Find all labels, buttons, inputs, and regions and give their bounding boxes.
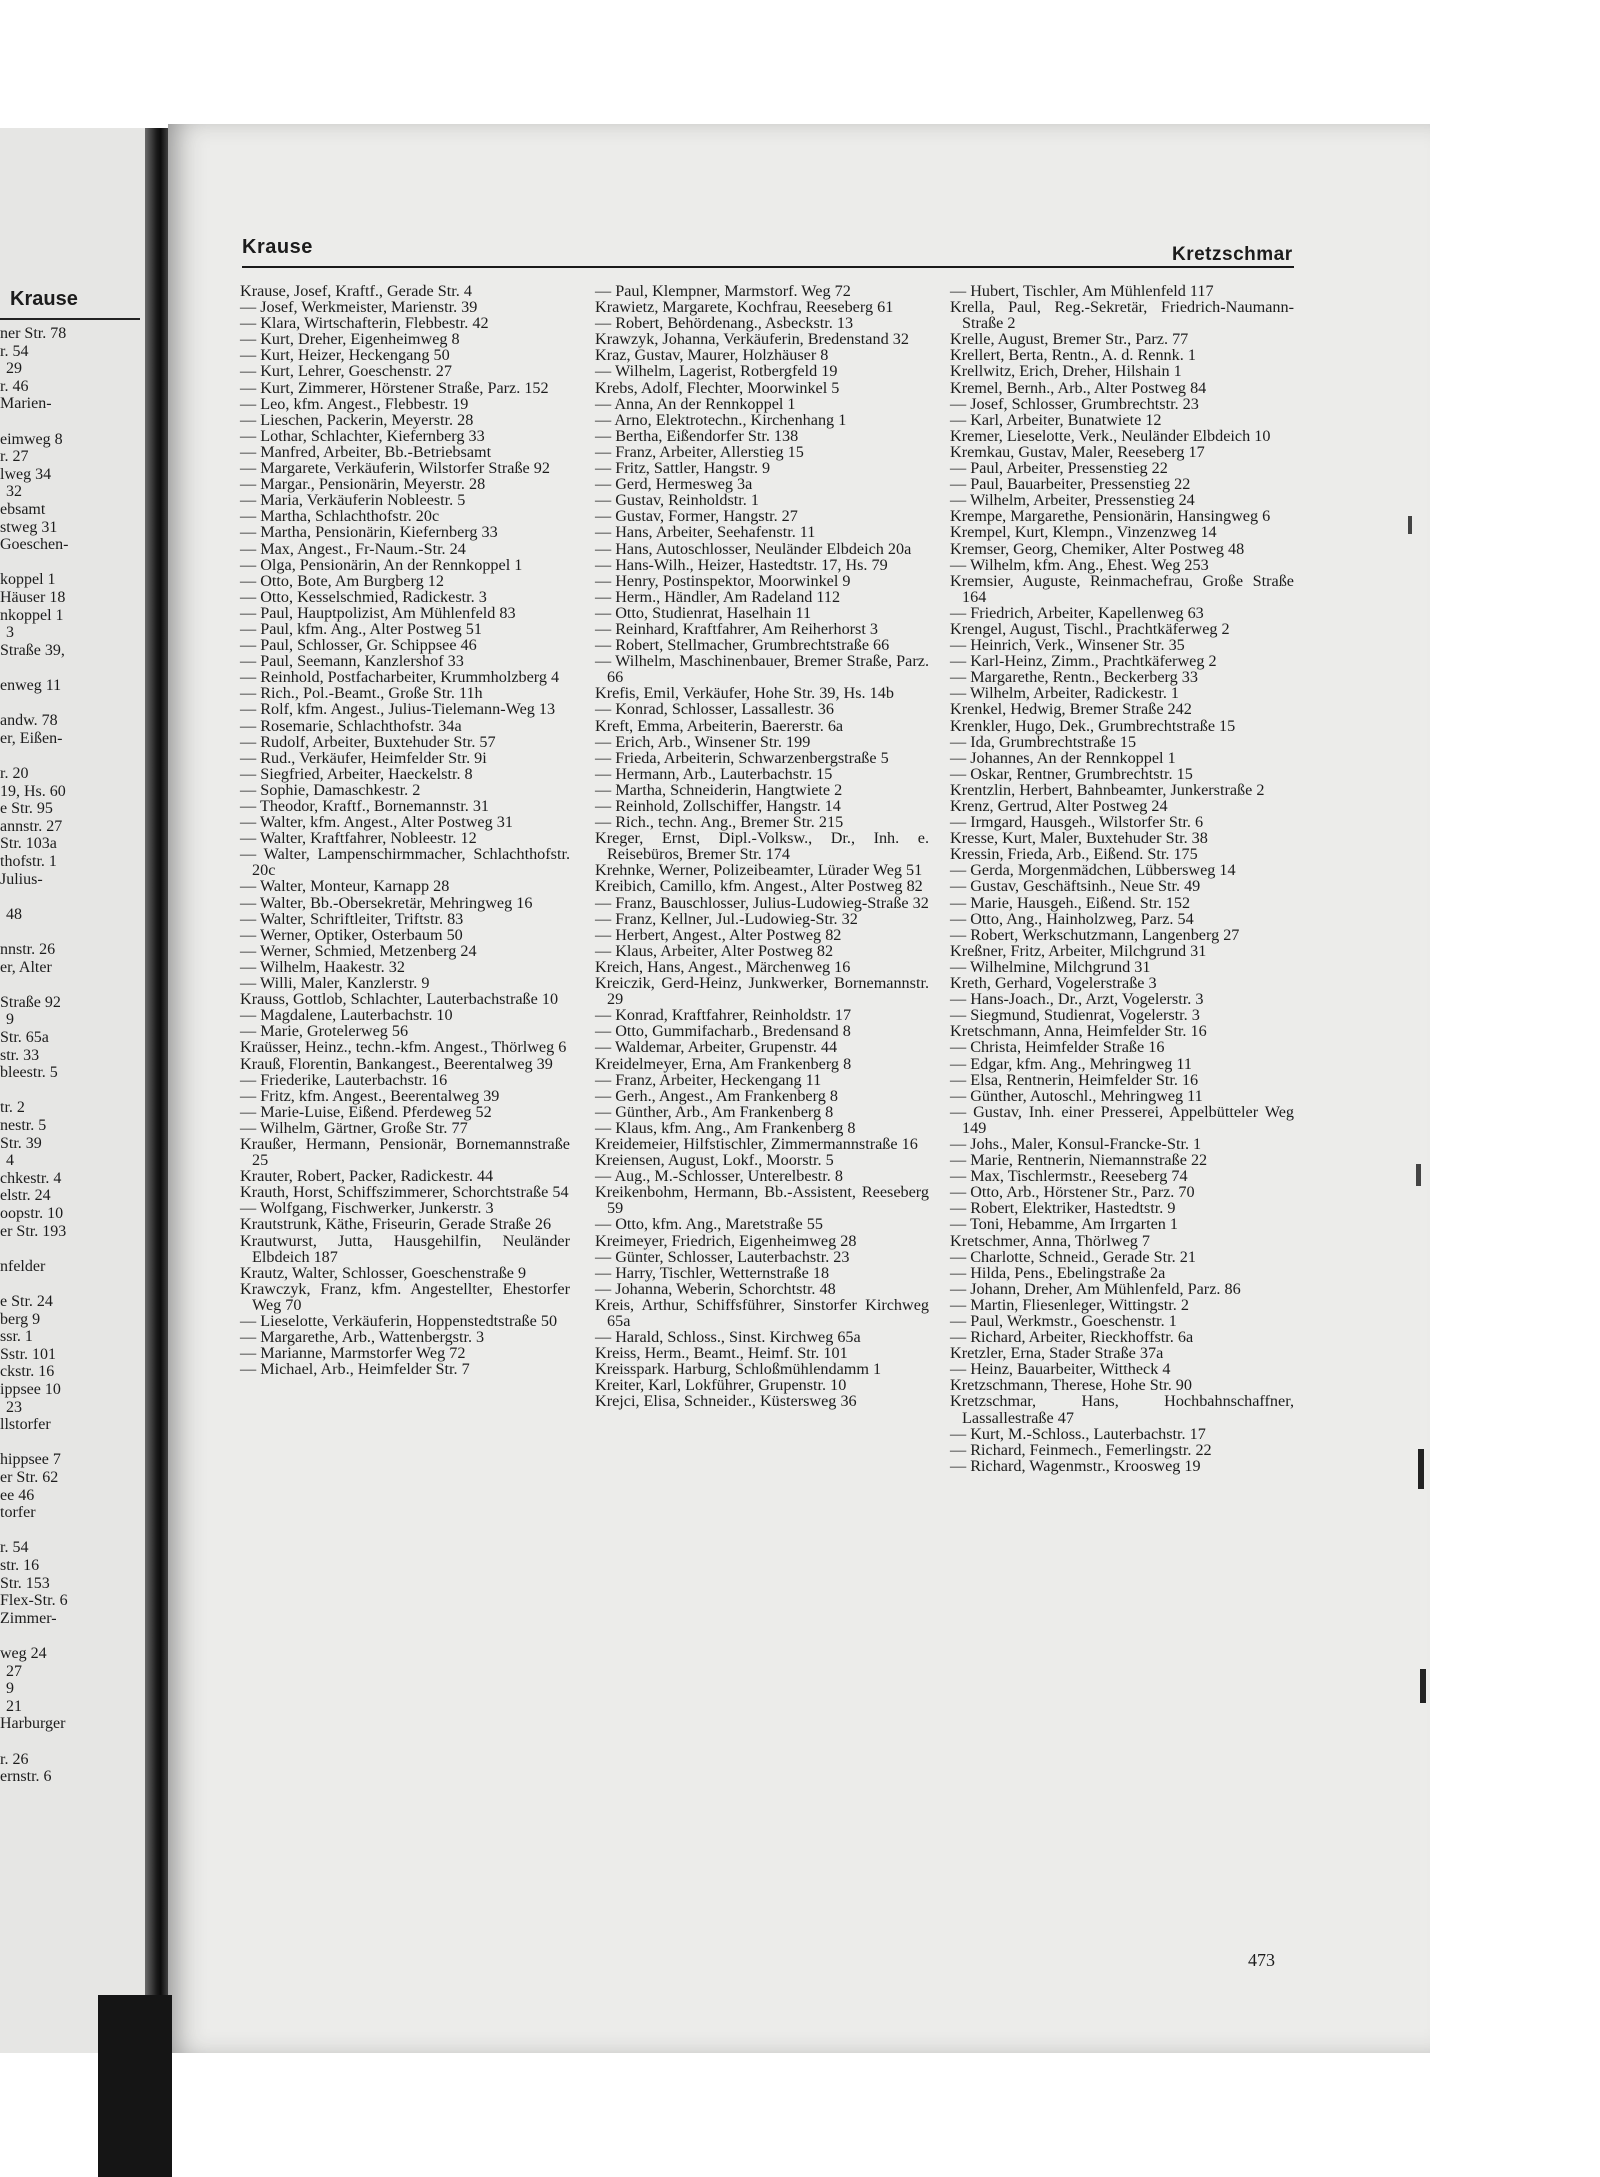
directory-entry: — Gustav, Inh. einer Presserei, Appelbütteler Weg 149 bbox=[950, 1102, 1294, 1137]
directory-entry: Kreiczik, Gerd-Heinz, Junkwerker, Bornemannstr. 29 bbox=[595, 974, 929, 1009]
directory-entry: — Rich., Pol.-Beamt., Große Str. 11h bbox=[240, 684, 483, 703]
directory-entry: — Klaus, Arbeiter, Alter Postweg 82 bbox=[595, 941, 834, 960]
left-page-line: ckstr. 16 bbox=[0, 1363, 55, 1381]
directory-entry: — Wilhelm, kfm. Ang., Ehest. Weg 253 bbox=[950, 555, 1209, 574]
directory-entry: — Robert, Behördenang., Asbeckstr. 13 bbox=[595, 314, 854, 333]
book-spine-foot bbox=[98, 1995, 172, 2177]
directory-entry: — Toni, Hebamme, Am Irrgarten 1 bbox=[950, 1215, 1178, 1234]
directory-entry: — Frieda, Arbeiterin, Schwarzenbergstraße 5 bbox=[595, 748, 889, 767]
directory-entry: — Werner, Schmied, Metzenberg 24 bbox=[240, 941, 477, 960]
directory-entry: — Willi, Maler, Kanzlerstr. 9 bbox=[240, 974, 430, 993]
left-page-line: llstorfer bbox=[0, 1416, 51, 1434]
directory-entry: — Christa, Heimfelder Straße 16 bbox=[950, 1038, 1165, 1057]
margin-mark bbox=[1420, 1669, 1426, 1703]
left-page-line: Goeschen- bbox=[0, 536, 69, 554]
directory-entry: — Richard, Wagenmstr., Kroosweg 19 bbox=[950, 1456, 1201, 1475]
left-page-line: hippsee 7 bbox=[0, 1451, 61, 1469]
left-page-line: er, Eißen- bbox=[0, 729, 63, 747]
directory-entry: — Gustav, Former, Hangstr. 27 bbox=[595, 507, 798, 526]
directory-entry: — Gustav, Geschäftsinh., Neue Str. 49 bbox=[950, 877, 1201, 896]
directory-entry: Kreidelmeyer, Erna, Am Frankenberg 8 bbox=[595, 1054, 852, 1073]
directory-entry: — Lieschen, Packerin, Meyerstr. 28 bbox=[240, 410, 474, 429]
directory-entry: — Hans-Joach., Dr., Arzt, Vogelerstr. 3 bbox=[950, 990, 1204, 1009]
directory-entry: Krellwitz, Erich, Dreher, Hilshain 1 bbox=[950, 362, 1182, 381]
left-page-rule bbox=[0, 318, 140, 320]
directory-entry: — Leo, kfm. Angest., Flebbestr. 19 bbox=[240, 394, 469, 413]
directory-entry: — Rich., techn. Ang., Bremer Str. 215 bbox=[595, 813, 844, 832]
directory-entry: — Elsa, Rentnerin, Heimfelder Str. 16 bbox=[950, 1070, 1199, 1089]
directory-entry: Krenz, Gertrud, Alter Postweg 24 bbox=[950, 797, 1168, 815]
directory-entry: — Wilhelm, Lagerist, Rotbergfeld 19 bbox=[595, 362, 838, 381]
directory-entry: Krauter, Robert, Packer, Radickestr. 44 bbox=[240, 1167, 494, 1186]
left-page-line: 9 bbox=[6, 1011, 14, 1029]
directory-entry: Krebs, Adolf, Flechter, Moorwinkel 5 bbox=[595, 378, 840, 397]
directory-entry: — Hubert, Tischler, Am Mühlenfeld 117 bbox=[950, 282, 1214, 300]
left-page-line: e Str. 24 bbox=[0, 1293, 53, 1310]
left-page-header: Krause bbox=[10, 288, 78, 310]
directory-entry: — Siegfried, Arbeiter, Haeckelstr. 8 bbox=[240, 764, 473, 783]
directory-entry: — Klara, Wirtschafterin, Flebbestr. 42 bbox=[240, 314, 489, 333]
directory-entry: — Rosemarie, Schlachthofstr. 34a bbox=[240, 716, 462, 735]
left-page-line: 29 bbox=[6, 360, 22, 378]
directory-entry: — Walter, Bb.-Obersekretär, Mehringweg 16 bbox=[240, 893, 533, 912]
left-page-line: ippsee 10 bbox=[0, 1381, 61, 1398]
directory-entry: Krauss, Gottlob, Schlachter, Lauterbachstraße 10 bbox=[240, 990, 559, 1009]
directory-entry: Kreidemeier, Hilfstischler, Zimmermannstraße 16 bbox=[595, 1134, 918, 1153]
directory-entry: Kremkau, Gustav, Maler, Reeseberg 17 bbox=[950, 442, 1205, 461]
directory-entry: — Lothar, Schlachter, Kiefernberg 33 bbox=[240, 426, 485, 445]
directory-entry: Kremser, Georg, Chemiker, Alter Postweg 48 bbox=[950, 539, 1245, 558]
directory-entry: — Martha, Pensionärin, Kiefernberg 33 bbox=[240, 523, 498, 542]
directory-entry: — Irmgard, Hausgeh., Wilstorfer Str. 6 bbox=[950, 813, 1204, 832]
directory-entry: — Johs., Maler, Konsul-Francke-Str. 1 bbox=[950, 1134, 1202, 1153]
left-page-line: str. 16 bbox=[0, 1557, 40, 1574]
directory-entry: Kreiss, Herm., Beamt., Heimf. Str. 101 bbox=[595, 1344, 848, 1363]
directory-entry: — Max, Angest., Fr-Naum.-Str. 24 bbox=[240, 539, 466, 558]
directory-entry: — Lieselotte, Verkäuferin, Hoppenstedtstraße 50 bbox=[240, 1312, 558, 1330]
directory-entry: — Margarethe, Rentn., Beckerberg 33 bbox=[950, 668, 1198, 687]
directory-entry: — Gustav, Reinholdstr. 1 bbox=[595, 491, 759, 510]
directory-entry: — Maria, Verkäuferin Nobleestr. 5 bbox=[240, 491, 466, 510]
directory-entry: Kretzler, Erna, Stader Straße 37a bbox=[950, 1344, 1164, 1363]
directory-entry: — Paul, kfm. Ang., Alter Postweg 51 bbox=[240, 619, 482, 638]
left-page-line: 23 bbox=[6, 1398, 22, 1416]
left-page-line: annstr. 27 bbox=[0, 817, 63, 835]
left-page-line: ee 46 bbox=[0, 1486, 35, 1504]
directory-entry: Kreth, Gerhard, Vogelerstraße 3 bbox=[950, 974, 1157, 993]
directory-entry: — Franz, Arbeiter, Allerstieg 15 bbox=[595, 442, 804, 461]
directory-entry: Krawczyk, Franz, kfm. Angestellter, Ehestorfer Weg 70 bbox=[240, 1279, 570, 1314]
directory-entry: — Fritz, Sattler, Hangstr. 9 bbox=[595, 459, 771, 478]
directory-entry: — Wilhelm, Gärtner, Große Str. 77 bbox=[240, 1118, 468, 1137]
directory-entry: Krautz, Walter, Schlosser, Goeschenstraße 9 bbox=[240, 1263, 527, 1282]
directory-entry: — Paul, Werkmstr., Goeschenstr. 1 bbox=[950, 1312, 1177, 1330]
directory-entry: Krentzlin, Herbert, Bahnbeamter, Junkerstraße 2 bbox=[950, 780, 1265, 799]
running-head-right: Kretzschmar bbox=[1172, 244, 1293, 265]
directory-entry: Krawzyk, Johanna, Verkäuferin, Bredenstand 32 bbox=[595, 330, 909, 349]
directory-entry: — Harald, Schloss., Sinst. Kirchweg 65a bbox=[595, 1328, 861, 1347]
directory-entry: — Wilhelm, Haakestr. 32 bbox=[240, 957, 405, 976]
left-page-line: Str. 153 bbox=[0, 1574, 50, 1592]
directory-entry: — Kurt, Heizer, Heckengang 50 bbox=[240, 346, 450, 365]
directory-entry: — Otto, Gummifacharb., Bredensand 8 bbox=[595, 1022, 851, 1041]
directory-entry: Krenkler, Hugo, Dek., Grumbrechtstraße 15 bbox=[950, 716, 1236, 735]
directory-entry: Krauß, Florentin, Bankangest., Beerentalweg 39 bbox=[240, 1054, 553, 1073]
directory-entry: — Wilhelm, Arbeiter, Pressenstieg 24 bbox=[950, 491, 1195, 510]
directory-entry: — Walter, Kraftfahrer, Nobleestr. 12 bbox=[240, 829, 477, 848]
left-page-line: r. 54 bbox=[0, 342, 29, 360]
left-page-line: koppel 1 bbox=[0, 571, 56, 589]
directory-entry: Kretschmer, Anna, Thörlweg 7 bbox=[950, 1231, 1150, 1250]
directory-entry: Kraz, Gustav, Maurer, Holzhäuser 8 bbox=[595, 346, 829, 365]
directory-entry: Kretzschmar, Hans, Hochbahnschaffner, Lassallestraße 47 bbox=[950, 1392, 1294, 1427]
directory-entry: — Günther, Autoschl., Mehringweg 11 bbox=[950, 1086, 1203, 1105]
directory-entry: — Karl-Heinz, Zimm., Prachtkäferweg 2 bbox=[950, 652, 1217, 671]
directory-column-3 bbox=[950, 283, 1294, 1474]
left-page-line: berg 9 bbox=[0, 1310, 41, 1328]
directory-entry: — Johanna, Weberin, Schorchtstr. 48 bbox=[595, 1279, 836, 1298]
header-rule bbox=[242, 266, 1294, 268]
left-page-line: ssr. 1 bbox=[0, 1328, 33, 1346]
directory-entry: — Hans, Autoschlosser, Neuländer Elbdeich 20a bbox=[595, 539, 912, 558]
margin-mark bbox=[1408, 516, 1412, 534]
directory-entry: — Hermann, Arb., Lauterbachstr. 15 bbox=[595, 764, 833, 783]
directory-entry: — Walter, Lampenschirmmacher, Schlachthofstr. 20c bbox=[240, 845, 570, 880]
directory-entry: Krehnke, Werner, Polizeibeamter, Lürader Weg 51 bbox=[595, 861, 923, 880]
directory-entry: — Kurt, M.-Schloss., Lauterbachstr. 17 bbox=[950, 1424, 1206, 1443]
directory-entry: — Aug., M.-Schlosser, Unterelbestr. 8 bbox=[595, 1167, 843, 1186]
directory-entry: — Klaus, kfm. Ang., Am Frankenberg 8 bbox=[595, 1118, 856, 1137]
directory-entry: — Theodor, Kraftf., Bornemannstr. 31 bbox=[240, 797, 490, 815]
left-page-line: r. 20 bbox=[0, 765, 29, 782]
directory-entry: Kraüsser, Heinz., techn.-kfm. Angest., Thörlweg 6 bbox=[240, 1038, 567, 1057]
directory-entry: — Reinhold, Zollschiffer, Hangstr. 14 bbox=[595, 797, 841, 815]
directory-entry: — Waldemar, Arbeiter, Grupenstr. 44 bbox=[595, 1038, 838, 1057]
directory-entry: — Franz, Bauschlosser, Julius-Ludowieg-Straße 32 bbox=[595, 893, 929, 912]
directory-entry: — Martha, Schlachthofstr. 20c bbox=[240, 507, 440, 526]
left-page-line: lweg 34 bbox=[0, 465, 52, 483]
directory-entry: — Fritz, kfm. Angest., Beerentalweg 39 bbox=[240, 1086, 500, 1105]
directory-entry: — Walter, kfm. Angest., Alter Postweg 31 bbox=[240, 813, 513, 832]
left-page-line: ernstr. 6 bbox=[0, 1768, 52, 1786]
directory-entry: — Werner, Optiker, Osterbaum 50 bbox=[240, 925, 463, 944]
left-page-line: ner Str. 78 bbox=[0, 325, 67, 342]
directory-entry: Krelle, August, Bremer Str., Parz. 77 bbox=[950, 330, 1189, 349]
left-page-line: 27 bbox=[6, 1662, 22, 1680]
directory-entry: Kreßner, Fritz, Arbeiter, Milchgrund 31 bbox=[950, 941, 1207, 960]
directory-entry: Kressin, Frieda, Arb., Eißend. Str. 175 bbox=[950, 845, 1198, 864]
directory-entry: Krause, Josef, Kraftf., Gerade Str. 4 bbox=[240, 282, 472, 300]
left-page-line: Straße 92 bbox=[0, 993, 61, 1011]
directory-entry: — Herbert, Angest., Alter Postweg 82 bbox=[595, 925, 842, 944]
directory-entry: Kretschmann, Anna, Heimfelder Str. 16 bbox=[950, 1022, 1207, 1041]
left-page-line: er Str. 62 bbox=[0, 1469, 59, 1486]
directory-entry: — Kurt, Zimmerer, Hörstener Straße, Parz. 152 bbox=[240, 378, 549, 397]
directory-entry: — Richard, Arbeiter, Rieckhoffstr. 6a bbox=[950, 1328, 1194, 1347]
directory-entry: Kreiensen, August, Lokf., Moorstr. 5 bbox=[595, 1151, 834, 1170]
directory-entry: Kremel, Bernh., Arb., Alter Postweg 84 bbox=[950, 378, 1207, 397]
left-page-line: oopstr. 10 bbox=[0, 1205, 64, 1222]
directory-entry: — Charlotte, Schneid., Gerade Str. 21 bbox=[950, 1247, 1196, 1266]
directory-entry: — Otto, Ang., Hainholzweg, Parz. 54 bbox=[950, 909, 1194, 928]
directory-entry: — Hans-Wilh., Heizer, Hastedtstr. 17, Hs. 79 bbox=[595, 555, 888, 574]
directory-entry: — Gerda, Morgenmädchen, Lübbersweg 14 bbox=[950, 861, 1236, 880]
directory-entry: — Marie, Hausgeh., Eißend. Str. 152 bbox=[950, 893, 1191, 912]
left-page-line: r. 27 bbox=[0, 448, 29, 466]
directory-entry: Kreis, Arthur, Schiffsführer, Sinstorfer Kirchweg 65a bbox=[595, 1295, 929, 1330]
left-page-line: eimweg 8 bbox=[0, 430, 63, 448]
left-page-line: e Str. 95 bbox=[0, 800, 53, 818]
directory-entry: — Konrad, Schlosser, Lassallestr. 36 bbox=[595, 700, 834, 719]
directory-entry: Kreger, Ernst, Dipl.-Volksw., Dr., Inh. e. Reisebüros, Bremer Str. 174 bbox=[595, 829, 929, 864]
left-page-line: weg 24 bbox=[0, 1645, 47, 1662]
directory-entry: — Michael, Arb., Heimfelder Str. 7 bbox=[240, 1360, 470, 1379]
left-page-line: Sstr. 101 bbox=[0, 1345, 57, 1363]
directory-entry: — Richard, Feinmech., Femerlingstr. 22 bbox=[950, 1440, 1212, 1459]
directory-entry: — Bertha, Eißendorfer Str. 138 bbox=[595, 426, 799, 445]
left-page-line: elstr. 24 bbox=[0, 1187, 51, 1205]
directory-entry: — Robert, Elektriker, Hastedtstr. 9 bbox=[950, 1199, 1176, 1218]
left-page-line: 48 bbox=[6, 905, 22, 923]
directory-entry: — Edgar, kfm. Ang., Mehringweg 11 bbox=[950, 1054, 1192, 1073]
directory-entry: — Oskar, Rentner, Grumbrechtstr. 15 bbox=[950, 764, 1193, 783]
left-page-line: chkestr. 4 bbox=[0, 1169, 62, 1187]
directory-entry: — Anna, An der Rennkoppel 1 bbox=[595, 394, 796, 413]
left-page-line: Harburger bbox=[0, 1715, 66, 1733]
directory-entry: — Günther, Arb., Am Frankenberg 8 bbox=[595, 1102, 834, 1121]
left-page-line: Flex-Str. 6 bbox=[0, 1592, 68, 1610]
directory-entry: Krauth, Horst, Schiffszimmerer, Schorchtstraße 54 bbox=[240, 1183, 569, 1202]
margin-mark bbox=[1418, 1449, 1424, 1489]
margin-mark bbox=[1416, 1164, 1421, 1186]
directory-entry: — Heinz, Bauarbeiter, Wittheck 4 bbox=[950, 1360, 1171, 1379]
directory-entry: — Konrad, Kraftfahrer, Reinholdstr. 17 bbox=[595, 1006, 852, 1025]
directory-entry: — Arno, Elektrotechn., Kirchenhang 1 bbox=[595, 410, 847, 429]
left-page-line: Julius- bbox=[0, 870, 43, 888]
directory-entry: — Gerd, Hermesweg 3a bbox=[595, 475, 753, 494]
directory-entry: — Margar., Pensionärin, Meyerstr. 28 bbox=[240, 475, 486, 494]
directory-entry: — Paul, Hauptpolizist, Am Mühlenfeld 83 bbox=[240, 603, 516, 622]
directory-entry: — Hans, Arbeiter, Seehafenstr. 11 bbox=[595, 523, 816, 542]
directory-entry: — Marie-Luise, Eißend. Pferdeweg 52 bbox=[240, 1102, 492, 1121]
left-page-line: er, Alter bbox=[0, 958, 52, 976]
running-head-left: Krause bbox=[242, 236, 313, 258]
directory-entry: — Olga, Pensionärin, An der Rennkoppel 1 bbox=[240, 555, 523, 574]
directory-entry: — Hilda, Pens., Ebelingstraße 2a bbox=[950, 1263, 1166, 1282]
directory-entry: — Harry, Tischler, Wetternstraße 18 bbox=[595, 1263, 830, 1282]
directory-entry: — Marie, Rentnerin, Niemannstraße 22 bbox=[950, 1151, 1208, 1170]
directory-entry: — Siegmund, Studienrat, Vogelerstr. 3 bbox=[950, 1006, 1200, 1025]
directory-entry: Kretzschmann, Therese, Hohe Str. 90 bbox=[950, 1376, 1192, 1395]
directory-entry: Krautstrunk, Käthe, Friseurin, Gerade Straße 26 bbox=[240, 1215, 552, 1234]
directory-entry: — Otto, Studienrat, Haselhain 11 bbox=[595, 603, 812, 622]
left-page-line: 32 bbox=[6, 483, 22, 501]
directory-entry: Kreikenbohm, Hermann, Bb.-Assistent, Reeseberg 59 bbox=[595, 1183, 929, 1218]
directory-entry: — Wilhelmine, Milchgrund 31 bbox=[950, 957, 1151, 976]
left-page-line: er Str. 193 bbox=[0, 1222, 67, 1240]
directory-entry: — Paul, Bauarbeiter, Pressenstieg 22 bbox=[950, 475, 1191, 494]
directory-entry: — Franz, Kellner, Jul.-Ludowieg-Str. 32 bbox=[595, 909, 858, 928]
left-page-line: Str. 103a bbox=[0, 835, 57, 853]
directory-entry: — Kurt, Lehrer, Goeschenstr. 27 bbox=[240, 362, 452, 381]
directory-entry: — Otto, kfm. Ang., Maretstraße 55 bbox=[595, 1215, 823, 1234]
left-page-line: thofstr. 1 bbox=[0, 853, 57, 870]
left-page-line: Zimmer- bbox=[0, 1609, 57, 1627]
directory-entry: — Rudolf, Arbeiter, Buxtehuder Str. 57 bbox=[240, 732, 496, 751]
left-page-line: nkoppel 1 bbox=[0, 606, 64, 624]
directory-entry: — Gerh., Angest., Am Frankenberg 8 bbox=[595, 1086, 838, 1105]
directory-entry: Kreibich, Camillo, kfm. Angest., Alter Postweg 82 bbox=[595, 877, 923, 896]
directory-entry: — Walter, Schriftleiter, Triftstr. 83 bbox=[240, 909, 464, 928]
directory-entry: — Magdalene, Lauterbachstr. 10 bbox=[240, 1006, 453, 1025]
directory-entry: — Günter, Schlosser, Lauterbachstr. 23 bbox=[595, 1247, 850, 1266]
left-page-line: r. 46 bbox=[0, 377, 29, 395]
left-page-line: 3 bbox=[6, 624, 14, 642]
left-page-line: Marien- bbox=[0, 395, 52, 413]
left-page-line: nnstr. 26 bbox=[0, 941, 56, 958]
left-page-line: 9 bbox=[6, 1680, 14, 1698]
directory-entry: — Wilhelm, Arbeiter, Radickestr. 1 bbox=[950, 684, 1180, 703]
directory-entry: — Robert, Werkschutzmann, Langenberg 27 bbox=[950, 925, 1240, 944]
directory-entry: — Wilhelm, Maschinenbauer, Bremer Straße, Parz. 66 bbox=[595, 652, 929, 687]
directory-entry: Krejci, Elisa, Schneider., Küstersweg 36 bbox=[595, 1392, 857, 1411]
directory-entry: — Paul, Seemann, Kanzlershof 33 bbox=[240, 652, 464, 671]
left-page-line: Häuser 18 bbox=[0, 589, 66, 606]
directory-entry: — Karl, Arbeiter, Bunatwiete 12 bbox=[950, 410, 1162, 429]
directory-entry: Kreft, Emma, Arbeiterin, Baererstr. 6a bbox=[595, 716, 844, 735]
directory-entry: — Josef, Schlosser, Grumbrechtstr. 23 bbox=[950, 394, 1199, 413]
directory-entry: Kreimeyer, Friedrich, Eigenheimweg 28 bbox=[595, 1231, 857, 1250]
directory-entry: — Friederike, Lauterbachstr. 16 bbox=[240, 1070, 448, 1089]
directory-entry: Kremsier, Auguste, Reinmachefrau, Große Straße 164 bbox=[950, 571, 1294, 606]
directory-entry: — Johannes, An der Rennkoppel 1 bbox=[950, 748, 1176, 767]
left-page-line: stweg 31 bbox=[0, 518, 58, 536]
directory-entry: Kreich, Hans, Angest., Märchenweg 16 bbox=[595, 957, 851, 976]
directory-entry: — Paul, Arbeiter, Pressenstieg 22 bbox=[950, 459, 1168, 478]
directory-entry: Krawietz, Margarete, Kochfrau, Reeseberg 61 bbox=[595, 298, 894, 317]
directory-entry: — Josef, Werkmeister, Marienstr. 39 bbox=[240, 298, 478, 317]
directory-entry: — Marie, Grotelerweg 56 bbox=[240, 1022, 409, 1041]
directory-entry: — Wolfgang, Fischwerker, Junkerstr. 3 bbox=[240, 1199, 494, 1218]
directory-entry: — Reinhold, Postfacharbeiter, Krummholzberg 4 bbox=[240, 668, 560, 687]
directory-entry: — Henry, Postinspektor, Moorwinkel 9 bbox=[595, 571, 851, 590]
directory-entry: — Sophie, Damaschkestr. 2 bbox=[240, 780, 421, 799]
directory-entry: — Friedrich, Arbeiter, Kapellenweg 63 bbox=[950, 603, 1204, 622]
directory-entry: Krellert, Berta, Rentn., A. d. Rennk. 1 bbox=[950, 346, 1196, 365]
left-page-line: tr. 2 bbox=[0, 1099, 25, 1117]
directory-entry: — Heinrich, Verk., Winsener Str. 35 bbox=[950, 636, 1185, 655]
directory-entry: Krautwurst, Jutta, Hausgehilfin, Neuländer Elbdeich 187 bbox=[240, 1231, 570, 1266]
left-page-line: Str. 65a bbox=[0, 1029, 49, 1046]
directory-entry: — Kurt, Dreher, Eigenheimweg 8 bbox=[240, 330, 460, 349]
left-page-line: nfelder bbox=[0, 1257, 46, 1275]
directory-entry: — Erich, Arb., Winsener Str. 199 bbox=[595, 732, 811, 751]
left-page-line: Str. 39 bbox=[0, 1134, 42, 1152]
directory-entry: Krempe, Margarethe, Pensionärin, Hansingweg 6 bbox=[950, 507, 1271, 526]
left-page bbox=[0, 128, 150, 2053]
directory-entry: Krempel, Kurt, Klempn., Vinzenzweg 14 bbox=[950, 523, 1217, 542]
directory-entry: — Paul, Klempner, Marmstorf. Weg 72 bbox=[595, 282, 851, 300]
directory-entry: — Manfred, Arbeiter, Bb.-Betriebsamt bbox=[240, 442, 492, 461]
directory-entry: Krengel, August, Tischl., Prachtkäferweg 2 bbox=[950, 619, 1230, 638]
left-page-line: r. 26 bbox=[0, 1750, 29, 1768]
directory-entry: — Robert, Stellmacher, Grumbrechtstraße 66 bbox=[595, 636, 890, 655]
directory-entry: — Margarete, Verkäuferin, Wilstorfer Straße 92 bbox=[240, 459, 550, 478]
left-page-line: str. 33 bbox=[0, 1046, 40, 1064]
directory-entry: — Herm., Händler, Am Radeland 112 bbox=[595, 587, 841, 606]
directory-entry: Kreiter, Karl, Lokführer, Grupenstr. 10 bbox=[595, 1376, 847, 1395]
directory-entry: Kresse, Kurt, Maler, Buxtehuder Str. 38 bbox=[950, 829, 1208, 848]
directory-entry: Krella, Paul, Reg.-Sekretär, Friedrich-Naumann-Straße 2 bbox=[950, 298, 1294, 333]
directory-entry: Kreisspark. Harburg, Schloßmühlendamm 1 bbox=[595, 1360, 882, 1379]
left-page-line: 4 bbox=[6, 1152, 14, 1170]
directory-entry: — Rolf, kfm. Angest., Julius-Tielemann-Weg 13 bbox=[240, 700, 556, 719]
directory-entry: — Paul, Schlosser, Gr. Schippsee 46 bbox=[240, 636, 477, 655]
directory-entry: Krefis, Emil, Verkäufer, Hohe Str. 39, Hs. 14b bbox=[595, 684, 894, 703]
directory-entry: — Marianne, Marmstorfer Weg 72 bbox=[240, 1344, 466, 1363]
left-page-line: torfer bbox=[0, 1504, 36, 1522]
left-page-line: 19, Hs. 60 bbox=[0, 782, 66, 800]
directory-entry: — Walter, Monteur, Karnapp 28 bbox=[240, 877, 450, 896]
directory-entry: Kraußer, Hermann, Pensionär, Bornemannstraße 25 bbox=[240, 1134, 570, 1170]
left-page-line: bleestr. 5 bbox=[0, 1064, 58, 1082]
directory-entry: — Franz, Arbeiter, Heckengang 11 bbox=[595, 1070, 822, 1089]
directory-entry: — Reinhard, Kraftfahrer, Am Reiherhorst 3 bbox=[595, 619, 878, 638]
directory-entry: — Otto, Arb., Hörstener Str., Parz. 70 bbox=[950, 1183, 1195, 1202]
left-page-line: 21 bbox=[6, 1697, 22, 1715]
directory-entry: — Margarethe, Arb., Wattenbergstr. 3 bbox=[240, 1328, 485, 1347]
left-page-line: ebsamt bbox=[0, 501, 46, 518]
directory-entry: Kremer, Lieselotte, Verk., Neuländer Elbdeich 10 bbox=[950, 426, 1271, 445]
left-page-line: enweg 11 bbox=[0, 677, 62, 694]
directory-entry: — Martin, Fliesenleger, Wittingstr. 2 bbox=[950, 1295, 1189, 1314]
directory-entry: — Rud., Verkäufer, Heimfelder Str. 9i bbox=[240, 748, 487, 767]
page-number: 473 bbox=[1248, 1950, 1275, 1970]
left-page-line: Straße 39, bbox=[0, 641, 65, 659]
directory-entry: — Ida, Grumbrechtstraße 15 bbox=[950, 732, 1137, 751]
directory-entry: — Martha, Schneiderin, Hangtwiete 2 bbox=[595, 780, 843, 799]
directory-column-2 bbox=[595, 283, 929, 1410]
directory-entry: — Otto, Bote, Am Burgberg 12 bbox=[240, 571, 444, 590]
left-page-line: nestr. 5 bbox=[0, 1117, 47, 1134]
left-page-line: r. 54 bbox=[0, 1539, 29, 1557]
directory-entry: Krenkel, Hedwig, Bremer Straße 242 bbox=[950, 700, 1192, 719]
left-page-line: andw. 78 bbox=[0, 712, 58, 730]
directory-entry: — Max, Tischlermstr., Reeseberg 74 bbox=[950, 1167, 1188, 1186]
directory-entry: — Otto, Kesselschmied, Radickestr. 3 bbox=[240, 587, 487, 606]
directory-column-1 bbox=[240, 283, 570, 1377]
directory-entry: — Johann, Dreher, Am Mühlenfeld, Parz. 86 bbox=[950, 1279, 1241, 1298]
